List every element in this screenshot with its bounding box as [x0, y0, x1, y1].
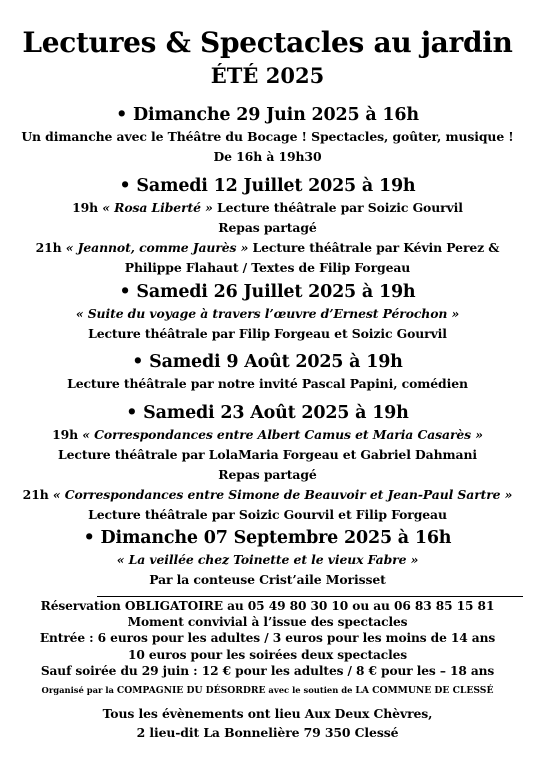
event-heading: • Samedi 12 Juillet 2025 à 19h — [119, 176, 416, 196]
event-heading: • Samedi 26 Juillet 2025 à 19h — [119, 282, 416, 302]
event-line: « Suite du voyage à travers l’œuvre d’Ernest Pérochon » — [75, 306, 460, 321]
event-line: Lecture théâtrale par Soizic Gourvil et Filip Forgeau — [88, 507, 447, 522]
page-title: Lectures & Spectacles au jardin — [22, 26, 513, 59]
event-line: Repas partagé — [218, 467, 317, 482]
event-block — [0, 526, 535, 590]
address-block — [0, 704, 535, 742]
event-heading: • Samedi 9 Août 2025 à 19h — [132, 352, 403, 372]
event-block — [0, 350, 535, 394]
reservation-block — [0, 598, 535, 679]
event-line: Philippe Flahaut / Textes de Filip Forgeau — [124, 260, 411, 275]
organizer-line: Organisé par la COMPAGNIE DU DÉSORDRE avec le soutien de LA COMMUNE DE CLESSÉ — [41, 685, 494, 696]
event-line: Lecture théâtrale par LolaMaria Forgeau et Gabriel Dahmani — [58, 447, 477, 462]
event-heading: • Samedi 23 Août 2025 à 19h — [126, 403, 409, 423]
event-block — [0, 401, 535, 525]
event-block — [0, 174, 535, 278]
event-line: « La veillée chez Toinette et le vieux Fabre » — [116, 552, 419, 567]
reservation-line: Entrée : 6 euros pour les adultes / 3 euros pour les moins de 14 ans — [39, 631, 496, 646]
event-line: 19h « Correspondances entre Albert Camus et Maria Casarès » — [52, 427, 483, 442]
event-line: Repas partagé — [218, 220, 317, 235]
reservation-line: Sauf soirée du 29 juin : 12 € pour les adultes / 8 € pour les – 18 ans — [40, 663, 495, 678]
event-block — [0, 280, 535, 344]
event-heading: • Dimanche 29 Juin 2025 à 16h — [116, 105, 419, 125]
event-heading: • Dimanche 07 Septembre 2025 à 16h — [83, 528, 452, 548]
event-line: Un dimanche avec le Théâtre du Bocage ! Spectacles, goûter, musique ! — [21, 129, 514, 144]
event-line: 21h « Jeannot, comme Jaurès » Lecture théâtrale par Kévin Perez & — [35, 240, 500, 255]
event-line: 19h « Rosa Liberté » Lecture théâtrale par Soizic Gourvil — [72, 200, 463, 215]
event-line: Par la conteuse Crist’aile Morisset — [149, 572, 386, 587]
event-block — [0, 103, 535, 167]
address-line: 2 lieu-dit La Bonnelière 79 350 Clessé — [136, 725, 399, 740]
event-line: De 16h à 19h30 — [213, 149, 322, 164]
event-line: Lecture théâtrale par Filip Forgeau et Soizic Gourvil — [88, 326, 447, 341]
address-line: Tous les évènements ont lieu Aux Deux Chèvres, — [102, 706, 433, 721]
reservation-line: Moment convivial à l’issue des spectacles — [127, 615, 408, 630]
event-line: Lecture théâtrale par notre invité Pascal Papini, comédien — [67, 376, 468, 391]
page-subtitle: ÉTÉ 2025 — [210, 63, 325, 88]
divider — [97, 596, 523, 597]
event-line: 21h « Correspondances entre Simone de Beauvoir et Jean-Paul Sartre » — [22, 487, 513, 502]
reservation-line: Réservation OBLIGATOIRE au 05 49 80 30 10 ou au 06 83 85 15 81 — [40, 599, 495, 613]
reservation-line: 10 euros pour les soirées deux spectacles — [127, 647, 408, 662]
